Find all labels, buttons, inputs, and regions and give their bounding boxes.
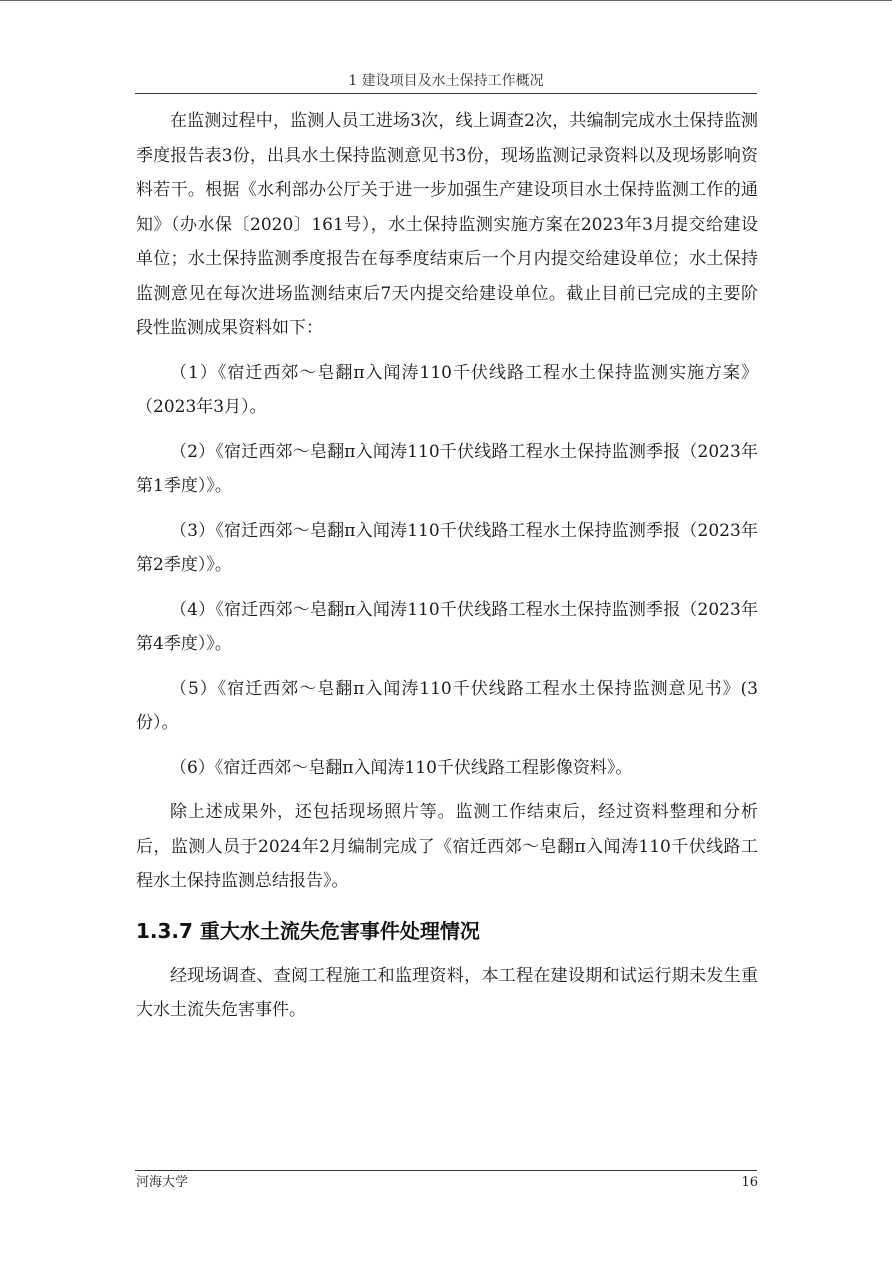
deliverable-item-3: （3）《宿迁西郊～皂翻π入闻涛110千伏线路工程水土保持监测季报（2023年第2季度）》。 bbox=[136, 520, 758, 575]
page-body bbox=[136, 104, 758, 1028]
deliverable-item-5: （5）《宿迁西郊～皂翻π入闻涛110千伏线路工程水土保持监测意见书》(3份）。 bbox=[136, 678, 758, 733]
paragraph-no-events: 经现场调查、查阅工程施工和监理资料，本工程在建设期和试运行期未发生重大水土流失危害事件。 bbox=[136, 965, 758, 1020]
footer-organization: 河海大学 bbox=[136, 1175, 189, 1190]
deliverable-item-1: （1）《宿迁西郊～皂翻π入闻涛110千伏线路工程水土保持监测实施方案》（2023年3月）。 bbox=[136, 362, 758, 417]
page-top-border bbox=[0, 0, 892, 1]
paragraph-other-results: 除上述成果外，还包括现场照片等。监测工作结束后，经过资料整理和分析后，监测人员于2024年2月编制完成了《宿迁西郊～皂翻π入闻涛110千伏线路工程水土保持监测总结报告》。 bbox=[136, 802, 758, 891]
paragraph-monitoring-process: 在监测过程中，监测人员工进场3次，线上调查2次，共编制完成水土保持监测季度报告表3份，出具水土保持监测意见书3份，现场监测记录资料以及现场影响资料若干。根据《水利部办公厅关于进一步加强生产建设项目水土保持监测工作的通知》（办水保〔2020〕161号），水土保持监测实施方案在2023年3月提交给建设单位；水土保持监测季度报告在每季度结束后一个月内提交给建设单位；水土保持监测意见在每次进场监测结束后7天内提交给建设单位。截止目前已完成的主要阶段性监测成果资料如下： bbox=[136, 111, 758, 338]
deliverable-item-2: （2）《宿迁西郊～皂翻π入闻涛110千伏线路工程水土保持监测季报（2023年第1季度）》。 bbox=[136, 441, 758, 496]
header-divider bbox=[135, 93, 757, 94]
footer-divider bbox=[135, 1170, 757, 1171]
section-heading: 1.3.7 重大水土流失危害事件处理情况 bbox=[136, 918, 480, 943]
running-header: 1 建设项目及水土保持工作概况 bbox=[348, 73, 544, 89]
deliverable-item-4: （4）《宿迁西郊～皂翻π入闻涛110千伏线路工程水土保持监测季报（2023年第4季度）》。 bbox=[136, 599, 758, 654]
page-number: 16 bbox=[741, 1175, 758, 1190]
deliverable-item-6: （6）《宿迁西郊～皂翻π入闻涛110千伏线路工程影像资料》。 bbox=[170, 757, 633, 778]
